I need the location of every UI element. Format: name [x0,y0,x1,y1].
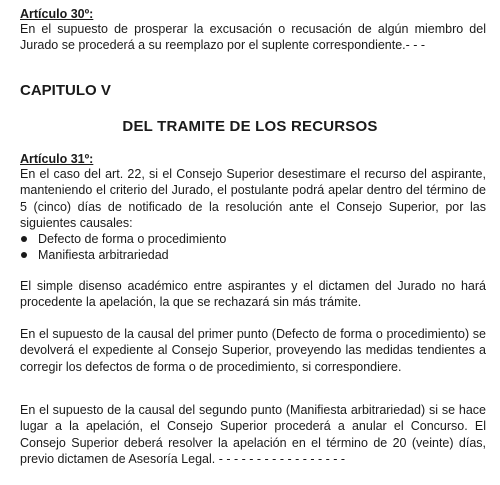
article-31 [20,152,486,264]
article-31-paragraph-4 [20,402,486,467]
causales-list [20,231,486,264]
article-31-heading: Artículo 31º: [20,152,94,166]
article-31-paragraph-3 [20,326,486,375]
paragraph-text: En el supuesto de la causal del primer punto (Defecto de forma o procedimiento) se devolverá el expediente al Consejo Superior, proveyendo las medidas tendientes a corregir los defectos de forma o de procedimiento, si correspondiere. [20,327,486,374]
article-31-intro: En el caso del art. 22, si el Consejo Superior desestimare el recurso del aspirante, manteniendo el criterio del Jurado, el postulante podrá apelar dentro del término de 5 (cinco) días de notificado de la resolución ante el Consejo Superior, por las siguientes causales: [20,167,486,230]
bullet-icon [21,236,27,242]
paragraph-text: En el supuesto de la causal del segundo punto (Manifiesta arbitrariedad) si se hace lugar a la apelación, el Consejo Superior procederá a anular el Concurso. El Consejo Superior deberá resolver la apelación en el término de 20 (veinte) días, previo dictamen de Asesoría Legal. - - - - - - - - - - - - - - - - - [20,403,486,466]
section-title: DEL TRAMITE DE LOS RECURSOS [122,118,378,135]
list-item [20,247,486,263]
causal-label: Defecto de forma o procedimiento [38,232,227,247]
chapter-heading: CAPITULO V [20,82,111,99]
article-30 [20,7,486,54]
article-31-paragraph-2 [20,278,486,311]
article-30-text: En el supuesto de prosperar la excusación o recusación de algún miembro del Jurado se procederá a su reemplazo por el suplente correspondiente.- - - [20,22,486,53]
article-30-heading: Artículo 30º: [20,7,94,21]
paragraph-text: El simple disenso académico entre aspirantes y el dictamen del Jurado no hará procedente la apelación, la que se rechazará sin más trámite. [20,279,486,310]
bullet-icon [21,252,27,258]
list-item [20,231,486,247]
causal-label: Manifiesta arbitrariedad [38,248,169,263]
